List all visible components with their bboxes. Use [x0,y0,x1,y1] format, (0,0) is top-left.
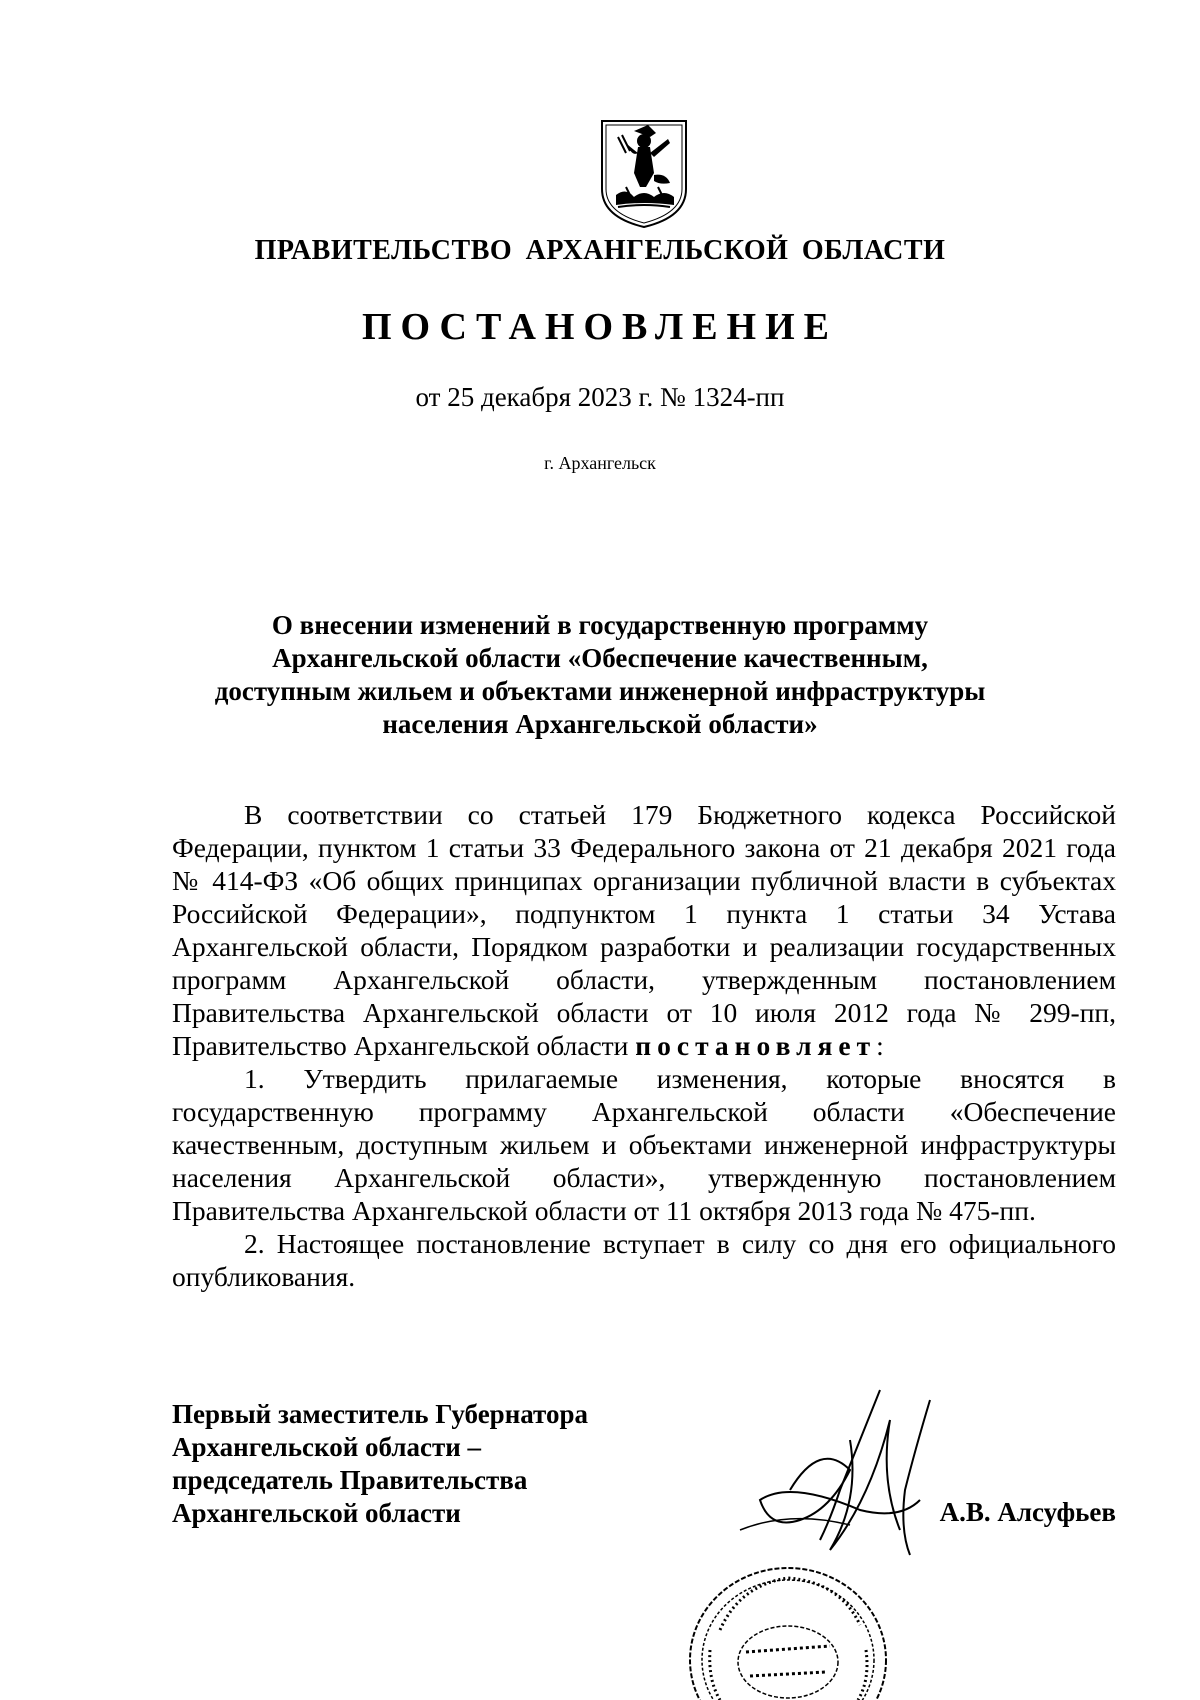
subject-line: населения Архангельской области» [382,709,818,739]
document-body [172,798,1116,1293]
signatory-title-line: Архангельской области [172,1498,461,1528]
document-type: ПОСТАНОВЛЕНИЕ [361,306,839,348]
item-1-paragraph: 1. Утвердить прилагаемые изменения, которые вносятся в государственную программу Архангельской области «Обеспечение качественным, доступным жильем и объектами инженерной инфраструктуры населения Архангельской области», утвержденную постановлением Правительства Архангельской области от 11 октября 2013 года № 475-пп. [172,1063,1116,1226]
official-stamp-icon [680,1530,890,1700]
coat-of-arms-icon [596,117,692,231]
subject-line: О внесении изменений в государственную программу [271,610,929,640]
preamble-paragraph [172,798,1116,1062]
organization-name: ПРАВИТЕЛЬСТВО АРХАНГЕЛЬСКОЙ ОБЛАСТИ [254,235,946,266]
subject-line: доступным жильем и объектами инженерной инфраструктуры [214,676,986,706]
signatory-title [172,1398,588,1530]
document-city: г. Архангельск [544,453,656,473]
signatory-title-line: Первый заместитель Губернатора [172,1399,588,1429]
signatory-name: А.В. Алсуфьев [939,1497,1116,1527]
item-2-paragraph: 2. Настоящее постановление вступает в силу со дня его официального опубликования. [172,1228,1116,1292]
resolves-colon: : [876,1030,884,1061]
signatory-title-line: председатель Правительства [172,1465,528,1495]
document-date-number: от 25 декабря 2023 г. № 1324-пп [415,382,785,412]
document-subject [200,609,1000,741]
resolves-word: постановляет [635,1030,877,1061]
subject-line: Архангельской области «Обеспечение качественным, [272,643,928,673]
preamble-text: В соответствии со статьей 179 Бюджетного кодекса Российской Федерации, пунктом 1 статьи 33 Федерального закона от 21 декабря 2021 года № 414-ФЗ «Об общих принципах организации публичной власти в субъектах Российской Федерации», подпунктом 1 пункта 1 статьи 34 Устава Архангельской области, Порядком разработки и реализации государственных программ Архангельской области, утвержденным постановлением Правительства Архангельской области от 10 июля 2012 года № 299-пп, Правительство Архангельской области [172,799,1116,1061]
signatory-title-line: Архангельской области – [172,1432,482,1462]
